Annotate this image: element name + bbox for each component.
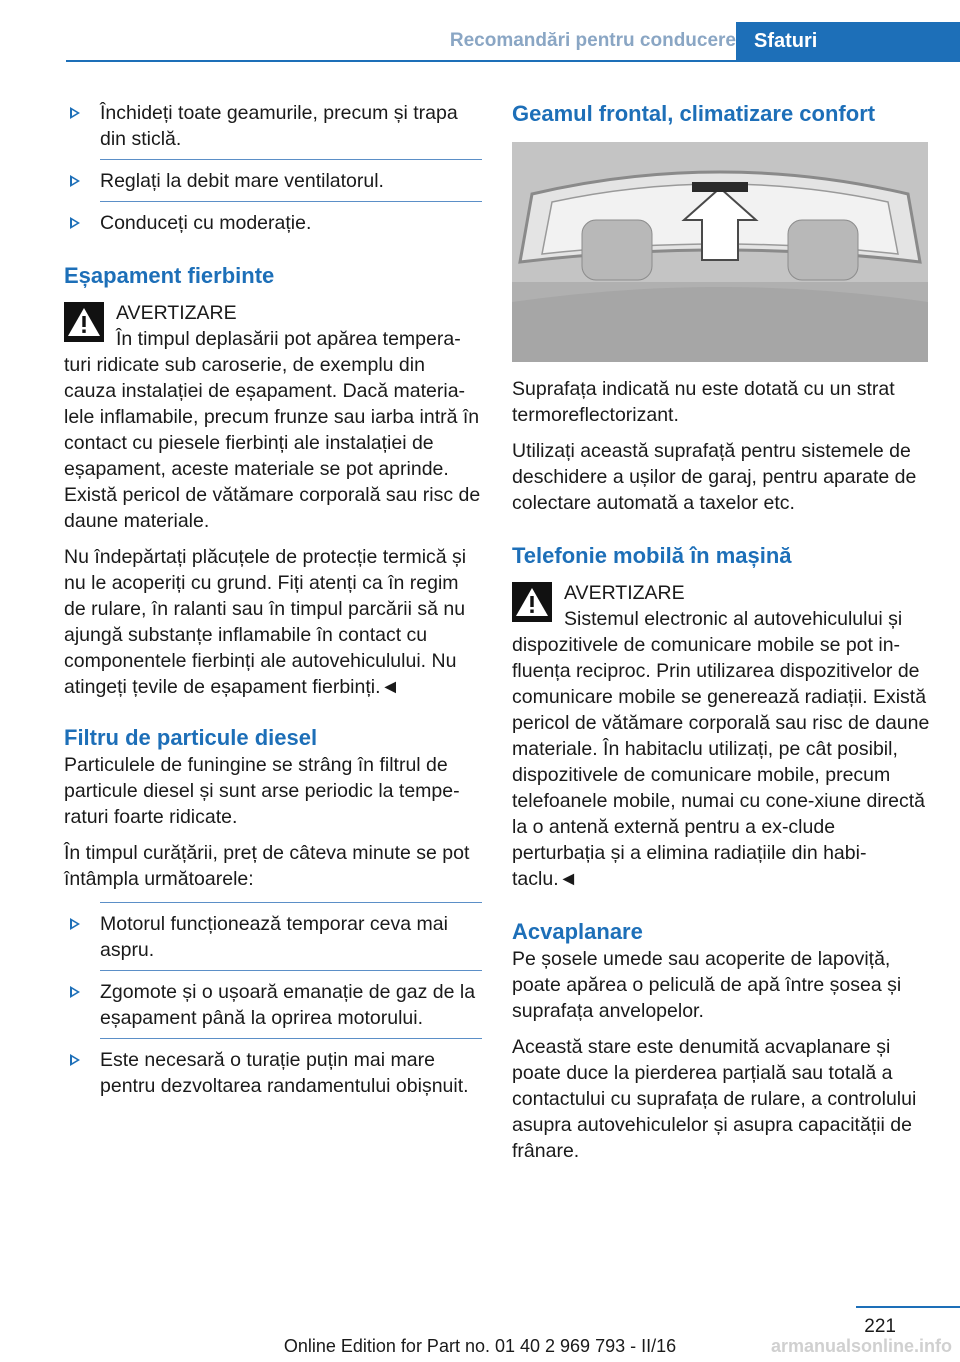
bullet-triangle-icon [70, 986, 80, 998]
windshield-illustration [512, 142, 928, 362]
warning-block-phones [512, 580, 930, 606]
watermark: armanualsonline.info [770, 1336, 952, 1356]
page-header [0, 0, 960, 62]
bullet-triangle-icon [70, 107, 80, 119]
paragraph-diesel-2: În timpul curățării, preț de câteva minute se pot întâmpla următoarele: [64, 842, 470, 890]
header-section-title: Recomandări pentru conducere [449, 30, 736, 51]
bullet-triangle-icon [70, 217, 80, 229]
bullet-triangle-icon [70, 1054, 80, 1066]
warning-label: AVERTIZARE [564, 582, 685, 604]
paragraph-windshield-1: Suprafața indicată nu este dotată cu un strat termoreflectorizant. [512, 378, 895, 426]
paragraph-aquaplaning-1: Pe șosele umede sau acoperite de lapoviță, poate apărea o peliculă de apă între șosea și suprafața anvelopelor. [512, 948, 902, 1022]
list-item: Reglați la debit mare ventilatorul. [64, 159, 482, 194]
list-divider [100, 1038, 482, 1039]
footer-rule [856, 1306, 960, 1308]
warning-block-exhaust [64, 300, 482, 326]
list-item: Închideți toate geamurile, precum și trapa din sticlă. [64, 100, 482, 152]
list-divider [100, 902, 482, 903]
paragraph-windshield-2: Utilizați această suprafață pentru sistemele de deschidere a ușilor de garaj, pentru aparate de colectare automată a taxelor etc. [512, 440, 917, 514]
list-divider [100, 201, 482, 202]
bullet-list-diesel [64, 902, 482, 1099]
page-number: 221 [864, 1316, 896, 1337]
section-heading-phones: Telefonie mobilă în mașină [512, 543, 792, 568]
section-heading-windshield: Geamul frontal, climatizare confort [512, 101, 876, 126]
section-heading-diesel: Filtru de particule diesel [64, 725, 318, 750]
bullet-triangle-icon [70, 918, 80, 930]
edition-text: Online Edition for Part no. 01 40 2 969 793 - II/16 [283, 1336, 677, 1356]
list-item: Conduceți cu moderație. [64, 201, 482, 236]
bullet-list-top [64, 100, 482, 236]
bullet-triangle-icon [70, 175, 80, 187]
paragraph-aquaplaning-2: Această stare este denumită acvaplanare și poate duce la pierderea parțială sau totală a contactului cu suprafața de rulare, a controlului asupra autovehiculelor și asupra capacității de frânare. [512, 1036, 917, 1162]
header-rule [66, 60, 960, 62]
section-heading-aquaplaning: Acvaplanare [512, 919, 643, 944]
header-chapter-tab: Sfaturi [736, 22, 960, 62]
warning-label: AVERTIZARE [116, 302, 237, 324]
list-item: Motorul funcționează temporar ceva mai aspru. [64, 902, 482, 963]
list-item: Zgomote și o ușoară emanație de gaz de la eșapament până la oprirea motorului. [64, 970, 482, 1031]
list-divider [100, 970, 482, 971]
list-item: Este necesară o turație puțin mai mare pentru dezvoltarea randamentului obișnuit. [64, 1038, 482, 1099]
paragraph-exhaust: Nu îndepărtați plăcuțele de protecție termică și nu le acoperiți cu grund. Fiți atenți ca în regim de rulare, în ralanti sau în timpul parcării să nu ajungă substanțe inflamabile în contact cu componentele fierbinți ale autovehiculului. Nu atingeți țevile de eșapament fierbinți.◄ [64, 546, 467, 698]
warning-triangle-icon [512, 582, 552, 622]
warning-text-phones: Sistemul electronic al autovehiculului și dispozitivele de comunicare mobile se pot in-fluența reciproc. Prin utilizarea dispozitivelor de comunicare mobile se generează radiații. Există pericol de vătămare corporală sau risc de daune materiale. În habitaclu utilizați, pe cât posibil, dispozitivele de comunicare mobile, precum telefoanele mobile, numai cu cone-xiune directă la o antenă externă pentru a ex-clude perturbația și a elimina radiațiile din habi-taclu.◄ [512, 608, 930, 890]
list-divider [100, 159, 482, 160]
paragraph-diesel-1: Particulele de funingine se strâng în filtrul de particule diesel și sunt arse periodic la tempe-raturi foarte ridicate. [64, 754, 460, 828]
warning-text-exhaust: În timpul deplasării pot apărea tempera-turi ridicate sub caroserie, de exemplu din cauza instalației de eșapament. Dacă materia-lele inflamabile, precum frunze sau iarba intră în contact cu piesele fierbinți ale instalației de eșapament, aceste materiale se pot aprinde. Există pericol de vătămare corporală sau risc de daune materiale. [64, 328, 481, 532]
warning-triangle-icon [64, 302, 104, 342]
right-column [512, 100, 930, 1174]
section-heading-exhaust: Eșapament fierbinte [64, 263, 275, 288]
left-column [64, 100, 482, 1099]
